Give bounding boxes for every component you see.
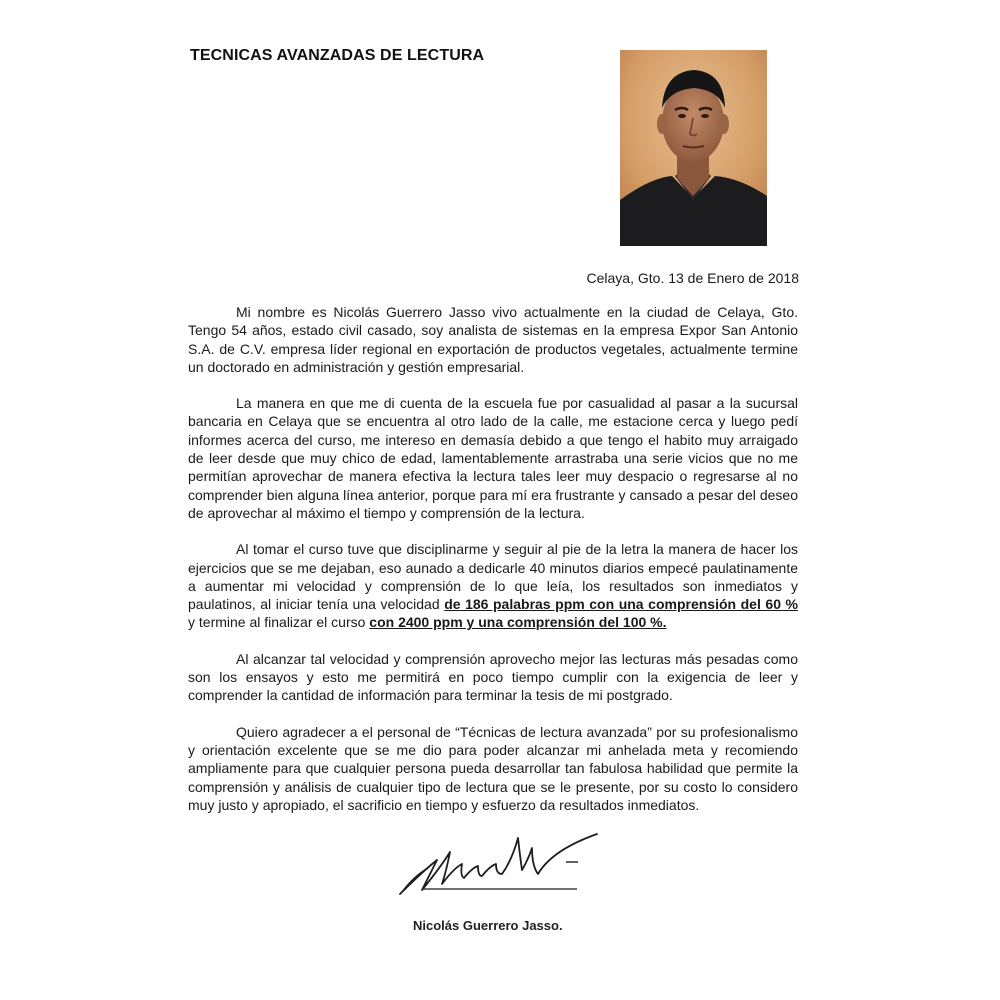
letter-date: Celaya, Gto. 13 de Enero de 2018 (586, 270, 799, 286)
paragraph-3-part-1: Al tomar el curso tuve que disciplinarme y seguir al pie de la letra la manera de hacer los ejercicios que se me dejaban, eso aunado a dedicarle 40 minutos diarios empecé paulatinamente a aumentar mi velocidad y comprensión de lo que leía, los resultados son inmediatos y paulatinos, al iniciar tenía una velocidad (188, 541, 798, 613)
paragraph-3 (188, 540, 798, 631)
highlight-initial-speed: de 186 palabras ppm con una comprensión del 60 % (444, 596, 798, 613)
document-title: TECNICAS AVANZADAS DE LECTURA (190, 47, 485, 64)
paragraph-1: Mi nombre es Nicolás Guerrero Jasso vivo actualmente en la ciudad de Celaya, Gto. Tengo 54 años, estado civil casado, soy analista de sistemas en la empresa Expor San Antonio S.A. de C.V. empresa líder regional en exportación de productos vegetales, actualmente termine un doctorado en administración y gestión empresarial. (188, 304, 798, 375)
signer-name: Nicolás Guerrero Jasso. (413, 918, 563, 933)
paragraph-5: Quiero agradecer a el personal de “Técnicas de lectura avanzada” por su profesionalismo y orientación excelente que se me dio para poder alcanzar mi anhelada meta y recomiendo ampliamente para que cualquier persona pueda desarrollar tan fabulosa habilidad que permite la comprensión y análisis de cualquier tipo de lectura que se le presente, por su costo lo considero muy justo y apropiado, el sacrificio en tiempo y esfuerzo da resultados inmediatos. (188, 723, 798, 813)
author-photo (620, 50, 767, 246)
highlight-final-speed: con 2400 ppm y una comprensión del 100 %. (369, 614, 667, 631)
paragraph-2: La manera en que me di cuenta de la escuela fue por casualidad al pasar a la sucursal bancaria en Celaya que se encuentra al otro lado de la calle, me estacione cerca y luego pedí informes acerca del curso, me intereso en demasía debido a que tengo el habito muy arraigado de leer desde que muy chico de edad, lamentablemente arrastraba una serie vicios que no me permitían aprovechar de manera efectiva la lectura tales leer muy despacio o regresarse al no comprender bien alguna línea anterior, porque para mí era frustrante y cansado a pesar del deseo de aprovechar al máximo el tiempo y comprensión de la lectura. (188, 395, 798, 521)
paragraph-3-part-2: y termine al finalizar el curso (188, 614, 370, 631)
letter-body (188, 303, 798, 814)
paragraph-4: Al alcanzar tal velocidad y comprensión aprovecho mejor las lecturas más pesadas como son los ensayos y esto me permitirá en poco tiempo cumplir con la exigencia de leer y comprender la cantidad de información para terminar la tesis de mi postgrado. (188, 650, 798, 704)
handwritten-signature (392, 820, 612, 900)
